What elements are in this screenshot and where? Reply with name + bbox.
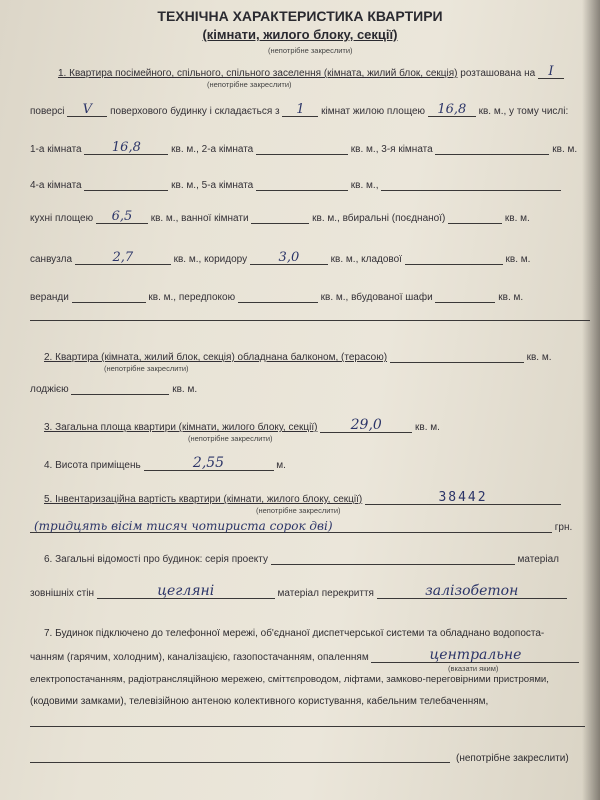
height-value: 2,55 xyxy=(192,455,225,471)
s1-wc-line xyxy=(30,252,530,265)
kitchen-field xyxy=(96,211,148,224)
currency: грн. xyxy=(554,522,573,533)
project-series-field xyxy=(271,552,515,565)
loggia-unit: кв. м. xyxy=(172,384,198,395)
room5-field xyxy=(256,178,348,191)
living-area-field xyxy=(428,104,476,117)
s7-line4: (кодовими замками), телевізійною антеною колективного користування, кабельним телебаченням, xyxy=(30,696,489,707)
height-field xyxy=(144,455,274,471)
s3-strike-note: (непотрібне закреслити) xyxy=(188,434,273,443)
s1-located: розташована на xyxy=(460,68,536,79)
rooms-word: кімнат жилою площею xyxy=(321,106,426,117)
s1-intro: 1. Квартира посімейного, спільного, спільного заселення (кімната, жилий блок, секція) xyxy=(58,68,458,79)
s5-text: 5. Інвентаризаційна вартість квартири (кімнати, жилого блоку, секції) xyxy=(44,494,363,505)
ceiling-value: залізобетон xyxy=(425,583,519,599)
pantry-field xyxy=(405,252,503,265)
s7-blank-line-1 xyxy=(30,726,585,727)
walls-value: цегляні xyxy=(157,583,215,599)
floor-word: поверсі xyxy=(30,106,65,117)
room5-unit: кв. м., xyxy=(350,180,379,191)
s4-text: 4. Висота приміщень xyxy=(44,460,141,471)
specify-note: (вказати яким) xyxy=(448,664,499,673)
footer-strike-note: (непотрібне закреслити) xyxy=(456,753,569,764)
total-area-value: 29,0 xyxy=(350,417,382,433)
room1-field xyxy=(84,142,168,155)
s7-line2-text: чанням (гарячим, холодним), каналізацією, газопостачанням, опаленням xyxy=(30,652,369,663)
toilet-label: кв. м., вбиральні (поєднаної) xyxy=(312,213,446,224)
document-title: ТЕХНІЧНА ХАРАКТЕРИСТИКА КВАРТИРИ xyxy=(157,8,443,24)
loggia-line xyxy=(30,382,197,395)
kitchen-label: кухні площею xyxy=(30,213,94,224)
toilet-unit: кв. м. xyxy=(504,213,530,224)
s5-words-line xyxy=(30,516,572,533)
s3-text: 3. Загальна площа квартири (кімнати, жилого блоку, секції) xyxy=(44,422,318,433)
balcony-unit: кв. м. xyxy=(526,352,552,363)
s1-veranda-line xyxy=(30,290,523,303)
kitchen-value: 6,5 xyxy=(111,209,133,224)
room2-field xyxy=(256,142,348,155)
wardrobe-label: кв. м., вбудованої шафи xyxy=(320,292,433,303)
rooms-field xyxy=(282,104,318,117)
value-in-words: (тридцять вісім тисяч чотириста сорок дві) xyxy=(34,519,333,533)
inventory-value: 38442 xyxy=(438,490,488,505)
s1-floor-line xyxy=(30,104,568,117)
veranda-label: веранди xyxy=(30,292,69,303)
s7-blank-line-2 xyxy=(30,762,450,763)
s1-intro-line xyxy=(58,66,564,79)
floor-value: I xyxy=(548,64,554,79)
floor-field xyxy=(538,66,564,79)
room2-label: кв. м., 2-а кімната xyxy=(171,144,254,155)
s5-line xyxy=(44,492,561,505)
storeys-field xyxy=(67,104,107,117)
s1-rooms-line xyxy=(30,142,577,155)
s6-walls-line xyxy=(30,583,567,599)
s1-kitchen-line xyxy=(30,211,530,224)
ceiling-field xyxy=(377,583,567,599)
room4-field xyxy=(84,178,168,191)
s6-text: 6. Загальні відомості про будинок: серія проекту xyxy=(44,554,268,565)
wc-label: санвузла xyxy=(30,254,73,265)
s7-line2 xyxy=(30,647,579,663)
loggia-field xyxy=(71,382,169,395)
walls-label: зовнішніх стін xyxy=(30,588,94,599)
s1-strike-note: (непотрібне закреслити) xyxy=(207,80,292,89)
room5-extra-field xyxy=(381,178,561,191)
s5-strike-note: (непотрібне закреслити) xyxy=(256,506,341,515)
s1-rooms2-line xyxy=(30,178,561,191)
inventory-value-field xyxy=(365,492,561,505)
total-area-field xyxy=(320,417,412,433)
pantry-unit: кв. м. xyxy=(505,254,531,265)
room4-label: 4-а кімната xyxy=(30,180,82,191)
walls-field xyxy=(97,583,275,599)
s3-line xyxy=(44,417,440,433)
heating-field xyxy=(371,647,579,663)
height-unit: м. xyxy=(276,460,286,471)
rooms-value: 1 xyxy=(296,102,305,117)
wc-field xyxy=(75,252,171,265)
room5-label: кв. м., 5-а кімната xyxy=(171,180,254,191)
total-area-unit: кв. м. xyxy=(415,422,440,433)
corridor-label: кв. м., коридору xyxy=(173,254,248,265)
s1-end-line xyxy=(30,320,590,321)
ceiling-label: матеріал перекриття xyxy=(277,588,374,599)
pantry-label: кв. м., кладової xyxy=(330,254,402,265)
bath-label: кв. м., ванної кімнати xyxy=(150,213,249,224)
s2-strike-note: (непотрібне закреслити) xyxy=(104,364,189,373)
storeys-value: V xyxy=(82,102,92,117)
veranda-field xyxy=(72,290,146,303)
room3-label: кв. м., 3-я кімната xyxy=(350,144,433,155)
hall-field xyxy=(238,290,318,303)
living-area-value: 16,8 xyxy=(437,102,467,117)
s7-line1: 7. Будинок підключено до телефонної мережі, об'єднаної диспетчерської системи та обладнано водопоста- xyxy=(44,628,545,639)
s2-text: 2. Квартира (кімната, жилий блок, секція) обладнана балконом, (терасою) xyxy=(44,352,388,363)
room3-field xyxy=(435,142,549,155)
page-edge-shadow xyxy=(582,0,600,800)
loggia-label: лоджією xyxy=(30,384,69,395)
document-subtitle: (кімнати, жилого блоку, секції) xyxy=(202,27,398,42)
wardrobe-field xyxy=(435,290,495,303)
s4-line xyxy=(44,455,286,471)
incl-word: кв. м., у тому числі: xyxy=(478,106,569,117)
toilet-field xyxy=(448,211,502,224)
room1-label: 1-а кімната xyxy=(30,144,82,155)
room1-value: 16,8 xyxy=(111,140,141,155)
corridor-value: 3,0 xyxy=(278,250,300,265)
bath-field xyxy=(251,211,309,224)
strike-note: (непотрібне закреслити) xyxy=(268,46,353,55)
room3-unit: кв. м. xyxy=(552,144,578,155)
wardrobe-unit: кв. м. xyxy=(498,292,524,303)
hall-label: кв. м., передпокою xyxy=(148,292,236,303)
s6-line xyxy=(44,552,559,565)
value-in-words-field xyxy=(30,516,552,533)
storeys-word: поверхового будинку і складається з xyxy=(110,106,280,117)
wc-value: 2,7 xyxy=(112,250,134,265)
heating-value: центральне xyxy=(429,647,522,663)
corridor-field xyxy=(250,252,328,265)
s2-line xyxy=(44,350,552,363)
balcony-field xyxy=(390,350,524,363)
s7-line3: електропостачанням, радіотрансляційною мережею, сміттєпроводом, ліфтами, замково-переговірними пристроями, xyxy=(30,674,549,685)
material-label: матеріал xyxy=(517,554,559,565)
